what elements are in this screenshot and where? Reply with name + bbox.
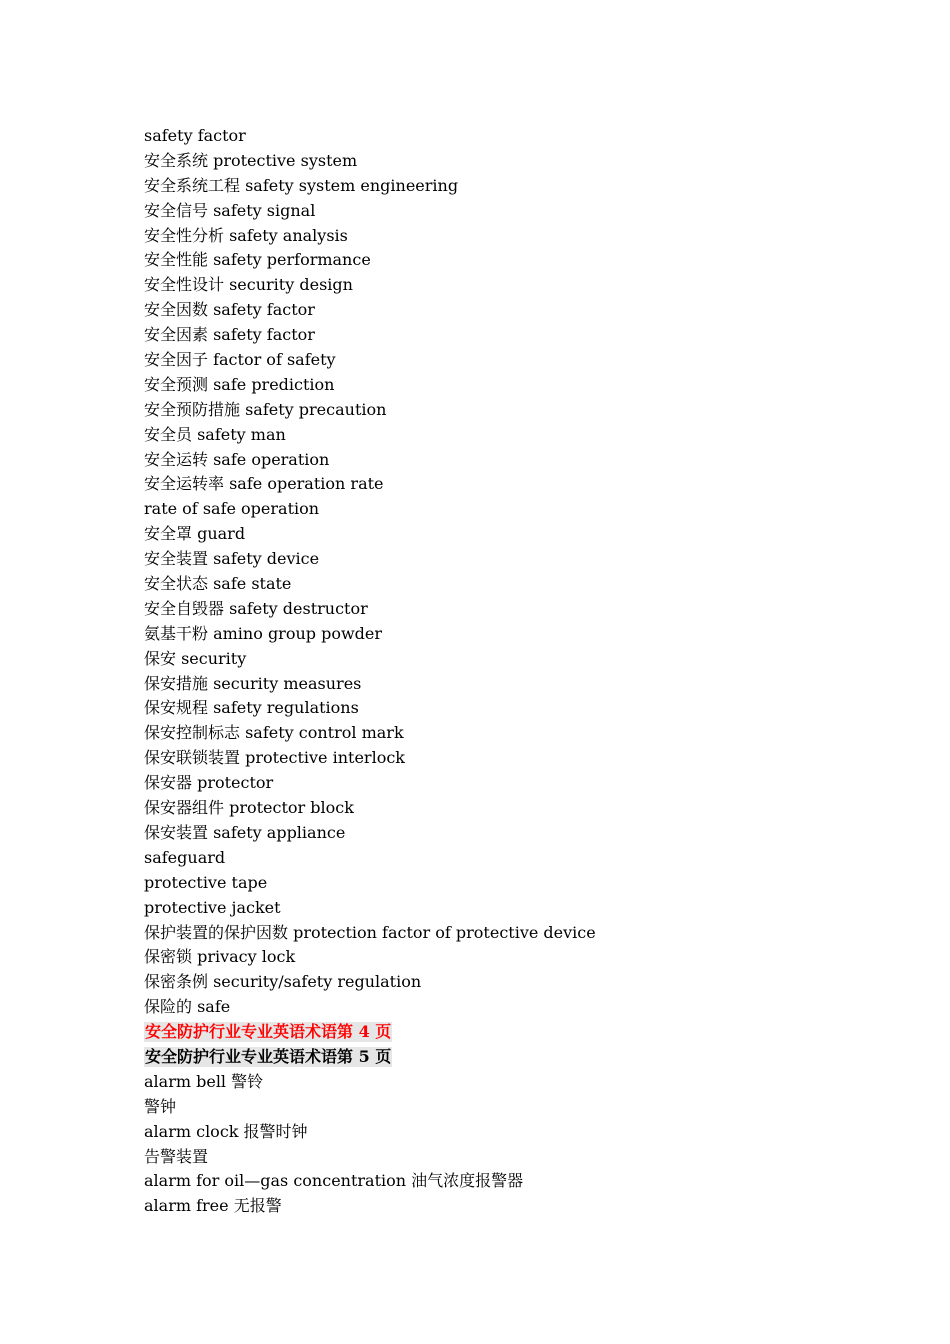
term-line: 保安规程 safety regulations [144,698,359,718]
page-4-heading-row [144,1020,844,1045]
term-line: 警钟 [144,1096,177,1116]
term-line: alarm bell 警铃 [144,1071,264,1091]
term-line: 安全性分析 safety analysis [144,225,348,245]
term-line: 安全因素 safety factor [144,325,315,345]
term-line: 保密锁 privacy lock [144,947,296,967]
term-line: 保安器 protector [144,773,274,793]
term-line: 保安器组件 protector block [144,798,354,818]
term-line: 保安控制标志 safety control mark [144,723,404,743]
term-line: safety factor [144,126,246,145]
term-line: 安全装置 safety device [144,549,320,569]
term-line: 保安装置 safety appliance [144,822,346,842]
term-line: 安全信号 safety signal [144,200,316,220]
page-5-heading-row [144,1045,844,1070]
term-line: 安全预防措施 safety precaution [144,399,387,419]
term-line: alarm free 无报警 [144,1196,282,1216]
term-line: 安全性设计 security design [144,275,353,295]
page-4-heading: 安全防护行业专业英语术语第 4 页 [145,1022,392,1042]
term-line: 保安措施 security measures [144,673,362,693]
term-line: 安全自毁器 safety destructor [144,598,368,618]
term-line: 安全系统 protective system [144,150,358,170]
term-line: protective jacket [144,897,281,917]
term-line: 安全预测 safe prediction [144,374,335,394]
term-line: 告警装置 [144,1146,209,1166]
page-5-heading: 安全防护行业专业英语术语第 5 页 [145,1046,392,1066]
term-line: alarm clock 报警时钟 [144,1121,308,1141]
term-line: 氨基干粉 amino group powder [144,623,383,643]
term-line: 安全状态 safe state [144,574,292,594]
term-line: 安全因子 factor of safety [144,350,336,370]
term-line: 安全员 safety man [144,424,286,444]
term-line: 安全因数 safety factor [144,300,315,320]
term-line: rate of safe operation [144,499,320,519]
term-line: 保护装置的保护因数 protection factor of protective device [144,922,596,942]
term-line: 安全运转率 safe operation rate [144,474,384,494]
term-line: safeguard [144,847,226,867]
term-line: 保安联锁装置 protective interlock [144,748,405,768]
term-line: 安全性能 safety performance [144,250,371,270]
term-line: 安全运转 safe operation [144,449,330,469]
term-line: protective tape [144,872,268,892]
term-line: 安全罩 guard [144,524,246,544]
term-line: 安全系统工程 safety system engineering [144,175,459,195]
term-line: alarm for oil—gas concentration 油气浓度报警器 [144,1171,524,1191]
term-line: 保安 security [144,648,247,668]
term-line: 保险的 safe [144,997,231,1017]
document-body [144,124,844,1219]
term-line: 保密条例 security/safety regulation [144,972,422,992]
